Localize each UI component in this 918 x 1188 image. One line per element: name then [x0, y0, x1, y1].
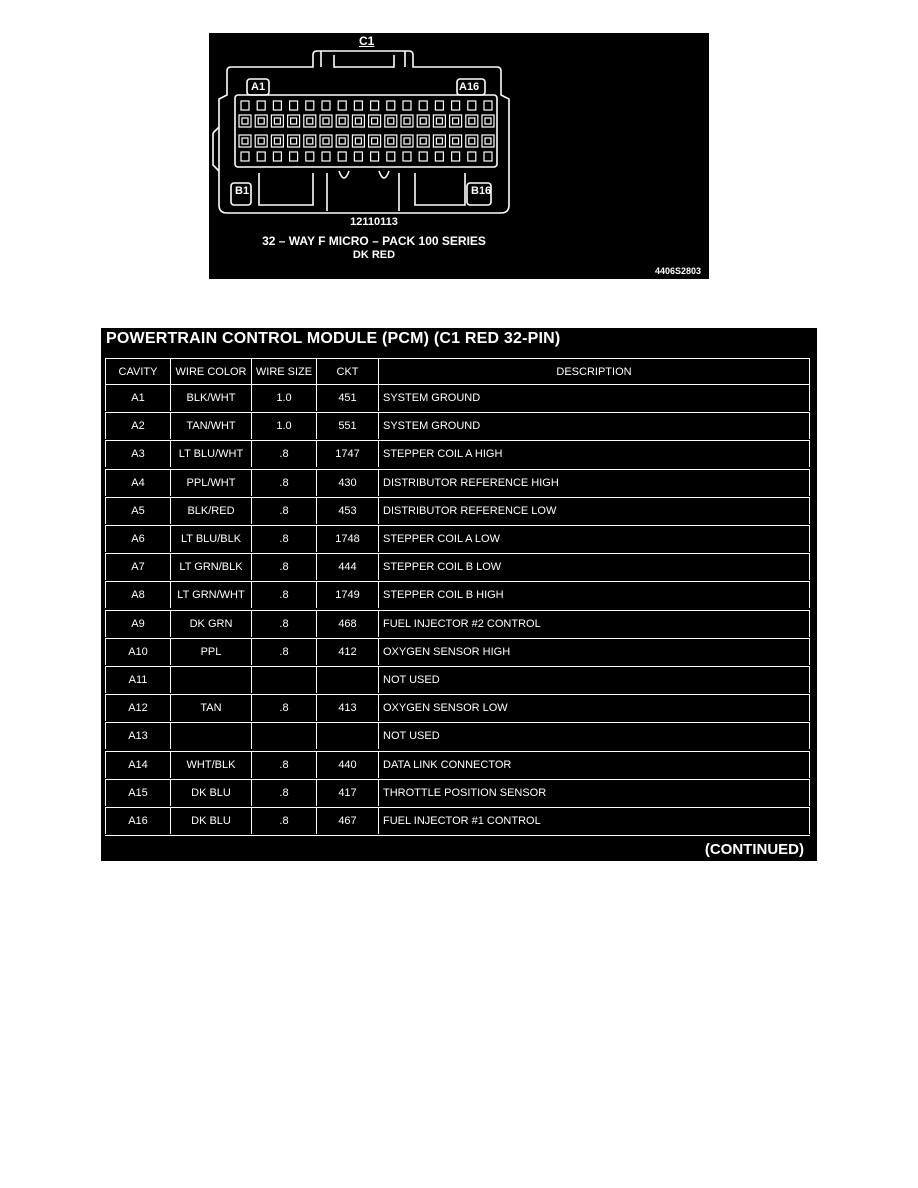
pin-contact-b	[258, 138, 264, 144]
cell-ckt	[317, 667, 379, 693]
pin-contact-a	[485, 118, 491, 124]
pin-cavity-a	[271, 115, 283, 127]
cell-ckt: 468	[317, 611, 379, 637]
table-row	[105, 581, 810, 608]
cell-cavity: A2	[105, 413, 171, 439]
pin-contact-b	[242, 138, 248, 144]
pin-cavity-b	[433, 135, 445, 147]
cell-cavity: A4	[105, 470, 171, 496]
pin-tab	[322, 152, 330, 161]
table-row	[105, 610, 810, 637]
header-wire-size: WIRE SIZE	[252, 359, 317, 385]
table-row	[105, 412, 810, 439]
pin-tab	[468, 152, 476, 161]
pin-cavity-b	[369, 135, 381, 147]
cell-ckt: 440	[317, 752, 379, 778]
cell-wire-size	[252, 667, 317, 693]
header-wire-color: WIRE COLOR	[171, 359, 252, 385]
cell-ckt: 1748	[317, 526, 379, 552]
cell-ckt: 412	[317, 639, 379, 665]
connector-figure	[209, 33, 709, 279]
pin-cavity-b	[320, 135, 332, 147]
cell-wire-size: 1.0	[252, 413, 317, 439]
pin-cavity-b	[450, 135, 462, 147]
cell-ckt: 1749	[317, 582, 379, 608]
pin-tab	[257, 152, 265, 161]
pin-cavity-a	[417, 115, 429, 127]
cell-wire-color: DK GRN	[171, 611, 252, 637]
pin-tab	[322, 101, 330, 110]
pin-cavity-a	[482, 115, 494, 127]
pin-tab	[452, 101, 460, 110]
pin-b16-label: B16	[471, 185, 492, 197]
cell-ckt: 444	[317, 554, 379, 580]
pin-cavity-b	[385, 135, 397, 147]
header-cavity: CAVITY	[105, 359, 171, 385]
pin-contact-a	[307, 118, 313, 124]
table-row	[105, 807, 810, 834]
cell-cavity: A5	[105, 498, 171, 524]
figure-code: 4406S2803	[654, 266, 701, 276]
cell-wire-color: WHT/BLK	[171, 752, 252, 778]
pin-cavity-a	[466, 115, 478, 127]
cell-ckt: 451	[317, 385, 379, 411]
pin-tab	[306, 152, 314, 161]
cell-cavity: A13	[105, 723, 171, 749]
cell-description: FUEL INJECTOR #1 CONTROL	[379, 808, 810, 834]
cell-description: FUEL INJECTOR #2 CONTROL	[379, 611, 810, 637]
pin-tab	[371, 152, 379, 161]
table-row	[105, 666, 810, 693]
pin-contact-b	[323, 138, 329, 144]
pin-tab	[484, 152, 492, 161]
cell-cavity: A1	[105, 385, 171, 411]
pin-tab	[354, 101, 362, 110]
table-row	[105, 525, 810, 552]
cell-wire-color: LT GRN/WHT	[171, 582, 252, 608]
pin-tab	[290, 152, 298, 161]
cell-ckt	[317, 723, 379, 749]
table-row	[105, 553, 810, 580]
cell-wire-size	[252, 723, 317, 749]
cell-description: SYSTEM GROUND	[379, 385, 810, 411]
cell-ckt: 467	[317, 808, 379, 834]
pin-tab	[452, 152, 460, 161]
cell-ckt: 453	[317, 498, 379, 524]
pin-contact-a	[258, 118, 264, 124]
connector-description: 32 – WAY F MICRO – PACK 100 SERIES	[262, 234, 486, 248]
pin-contact-b	[404, 138, 410, 144]
cell-description: STEPPER COIL A HIGH	[379, 441, 810, 467]
pin-tab	[419, 152, 427, 161]
pin-contact-b	[307, 138, 313, 144]
pin-contact-a	[355, 118, 361, 124]
cell-cavity: A14	[105, 752, 171, 778]
cell-cavity: A11	[105, 667, 171, 693]
cell-description: STEPPER COIL A LOW	[379, 526, 810, 552]
cell-description: DATA LINK CONNECTOR	[379, 752, 810, 778]
cell-wire-size: .8	[252, 470, 317, 496]
pin-cavity-b	[466, 135, 478, 147]
table-row	[105, 497, 810, 524]
table-header-row	[105, 358, 810, 385]
cell-ckt: 551	[317, 413, 379, 439]
cell-ckt: 417	[317, 780, 379, 806]
pin-contact-a	[436, 118, 442, 124]
pin-cavity-b	[304, 135, 316, 147]
table-row	[105, 694, 810, 721]
pin-tab	[290, 101, 298, 110]
pin-contact-b	[436, 138, 442, 144]
pin-tab	[403, 152, 411, 161]
pin-cavity-a	[385, 115, 397, 127]
cell-description: OXYGEN SENSOR HIGH	[379, 639, 810, 665]
pin-contact-a	[469, 118, 475, 124]
pin-contact-a	[242, 118, 248, 124]
cell-wire-color: LT GRN/BLK	[171, 554, 252, 580]
pcm-pinout-table	[101, 328, 817, 861]
pin-contact-a	[453, 118, 459, 124]
pin-cavity-b	[417, 135, 429, 147]
pin-contact-b	[388, 138, 394, 144]
cell-cavity: A8	[105, 582, 171, 608]
header-ckt: CKT	[317, 359, 379, 385]
pin-tab	[273, 101, 281, 110]
cell-description: NOT USED	[379, 723, 810, 749]
pin-contact-a	[388, 118, 394, 124]
pin-contact-a	[323, 118, 329, 124]
pin-cavity-a	[352, 115, 364, 127]
pin-cavity-a	[288, 115, 300, 127]
cell-ckt: 413	[317, 695, 379, 721]
cell-description: DISTRIBUTOR REFERENCE LOW	[379, 498, 810, 524]
pin-tab	[273, 152, 281, 161]
pin-tab	[435, 101, 443, 110]
pin-contact-b	[420, 138, 426, 144]
cell-cavity: A9	[105, 611, 171, 637]
pin-cavity-a	[450, 115, 462, 127]
continued-label: (CONTINUED)	[704, 841, 804, 858]
pin-cavity-a	[255, 115, 267, 127]
table-title: POWERTRAIN CONTROL MODULE (PCM) (C1 RED 32-PIN)	[106, 330, 561, 347]
pin-a1-label: A1	[251, 81, 266, 93]
cell-ckt: 430	[317, 470, 379, 496]
pin-cavity-b	[239, 135, 251, 147]
pin-tab	[241, 101, 249, 110]
cell-wire-color: BLK/WHT	[171, 385, 252, 411]
cell-cavity: A10	[105, 639, 171, 665]
table-row	[105, 638, 810, 665]
cell-wire-size: .8	[252, 639, 317, 665]
cell-wire-color: TAN/WHT	[171, 413, 252, 439]
table-row	[105, 384, 810, 411]
pin-cavity-a	[304, 115, 316, 127]
pin-contact-b	[372, 138, 378, 144]
pin-cavity-b	[288, 135, 300, 147]
pin-contact-b	[453, 138, 459, 144]
cell-description: SYSTEM GROUND	[379, 413, 810, 439]
pin-contact-b	[485, 138, 491, 144]
pin-tab	[306, 101, 314, 110]
pin-cavity-b	[271, 135, 283, 147]
pin-contact-a	[420, 118, 426, 124]
pin-contact-a	[404, 118, 410, 124]
pin-contact-a	[291, 118, 297, 124]
table-row	[105, 469, 810, 496]
cell-wire-color: TAN	[171, 695, 252, 721]
cell-wire-color: PPL/WHT	[171, 470, 252, 496]
cell-cavity: A3	[105, 441, 171, 467]
cell-wire-size: .8	[252, 611, 317, 637]
cell-description: DISTRIBUTOR REFERENCE HIGH	[379, 470, 810, 496]
connector-color: DK RED	[352, 249, 396, 261]
pin-tab	[354, 152, 362, 161]
pin-tab	[338, 152, 346, 161]
pin-tab	[338, 101, 346, 110]
cell-wire-color	[171, 667, 252, 693]
pin-contact-b	[274, 138, 280, 144]
cell-description: NOT USED	[379, 667, 810, 693]
cell-cavity: A16	[105, 808, 171, 834]
cell-wire-size: .8	[252, 498, 317, 524]
pin-contact-a	[274, 118, 280, 124]
cell-ckt: 1747	[317, 441, 379, 467]
cell-cavity: A7	[105, 554, 171, 580]
table-row	[105, 440, 810, 467]
cell-wire-size: 1.0	[252, 385, 317, 411]
pin-cavity-b	[482, 135, 494, 147]
pin-cavity-a	[401, 115, 413, 127]
cell-wire-color: DK BLU	[171, 808, 252, 834]
cell-wire-color: LT BLU/BLK	[171, 526, 252, 552]
pin-tab	[371, 101, 379, 110]
pin-cavity-a	[433, 115, 445, 127]
cell-wire-size: .8	[252, 526, 317, 552]
pin-b1-label: B1	[235, 185, 250, 197]
pin-tab	[468, 101, 476, 110]
pin-cavity-a	[239, 115, 251, 127]
pin-contact-b	[339, 138, 345, 144]
table-row	[105, 779, 810, 806]
cell-wire-size: .8	[252, 554, 317, 580]
cell-wire-size: .8	[252, 808, 317, 834]
cell-description: OXYGEN SENSOR LOW	[379, 695, 810, 721]
pin-tab	[484, 101, 492, 110]
pin-tab	[387, 101, 395, 110]
pin-cavity-b	[401, 135, 413, 147]
cell-wire-color	[171, 723, 252, 749]
cell-wire-color: PPL	[171, 639, 252, 665]
pin-cavity-b	[336, 135, 348, 147]
cell-cavity: A12	[105, 695, 171, 721]
cell-wire-size: .8	[252, 780, 317, 806]
cell-wire-color: LT BLU/WHT	[171, 441, 252, 467]
pin-contact-a	[372, 118, 378, 124]
cell-cavity: A15	[105, 780, 171, 806]
part-number: 12110113	[350, 216, 398, 228]
pin-cavity-a	[336, 115, 348, 127]
pin-a16-label: A16	[459, 81, 480, 93]
pin-tab	[387, 152, 395, 161]
cell-wire-color: DK BLU	[171, 780, 252, 806]
pin-tab	[403, 101, 411, 110]
pin-contact-b	[469, 138, 475, 144]
pin-cavity-a	[369, 115, 381, 127]
cell-wire-size: .8	[252, 695, 317, 721]
cell-cavity: A6	[105, 526, 171, 552]
cell-description: THROTTLE POSITION SENSOR	[379, 780, 810, 806]
cell-wire-size: .8	[252, 582, 317, 608]
cell-wire-color: BLK/RED	[171, 498, 252, 524]
pin-tab	[435, 152, 443, 161]
pin-tab	[257, 101, 265, 110]
header-description: DESCRIPTION	[379, 359, 810, 385]
pin-cavity-b	[255, 135, 267, 147]
pin-tab	[419, 101, 427, 110]
table-row	[105, 722, 810, 749]
cell-wire-size: .8	[252, 752, 317, 778]
pin-contact-a	[339, 118, 345, 124]
pin-cavity-a	[320, 115, 332, 127]
pin-tab	[241, 152, 249, 161]
table-bottom-rule	[105, 835, 810, 836]
cell-wire-size: .8	[252, 441, 317, 467]
cell-description: STEPPER COIL B HIGH	[379, 582, 810, 608]
pin-contact-b	[291, 138, 297, 144]
table-row	[105, 751, 810, 778]
pin-contact-b	[355, 138, 361, 144]
pin-cavity-b	[352, 135, 364, 147]
connector-id-label: C1	[359, 34, 375, 48]
cell-description: STEPPER COIL B LOW	[379, 554, 810, 580]
